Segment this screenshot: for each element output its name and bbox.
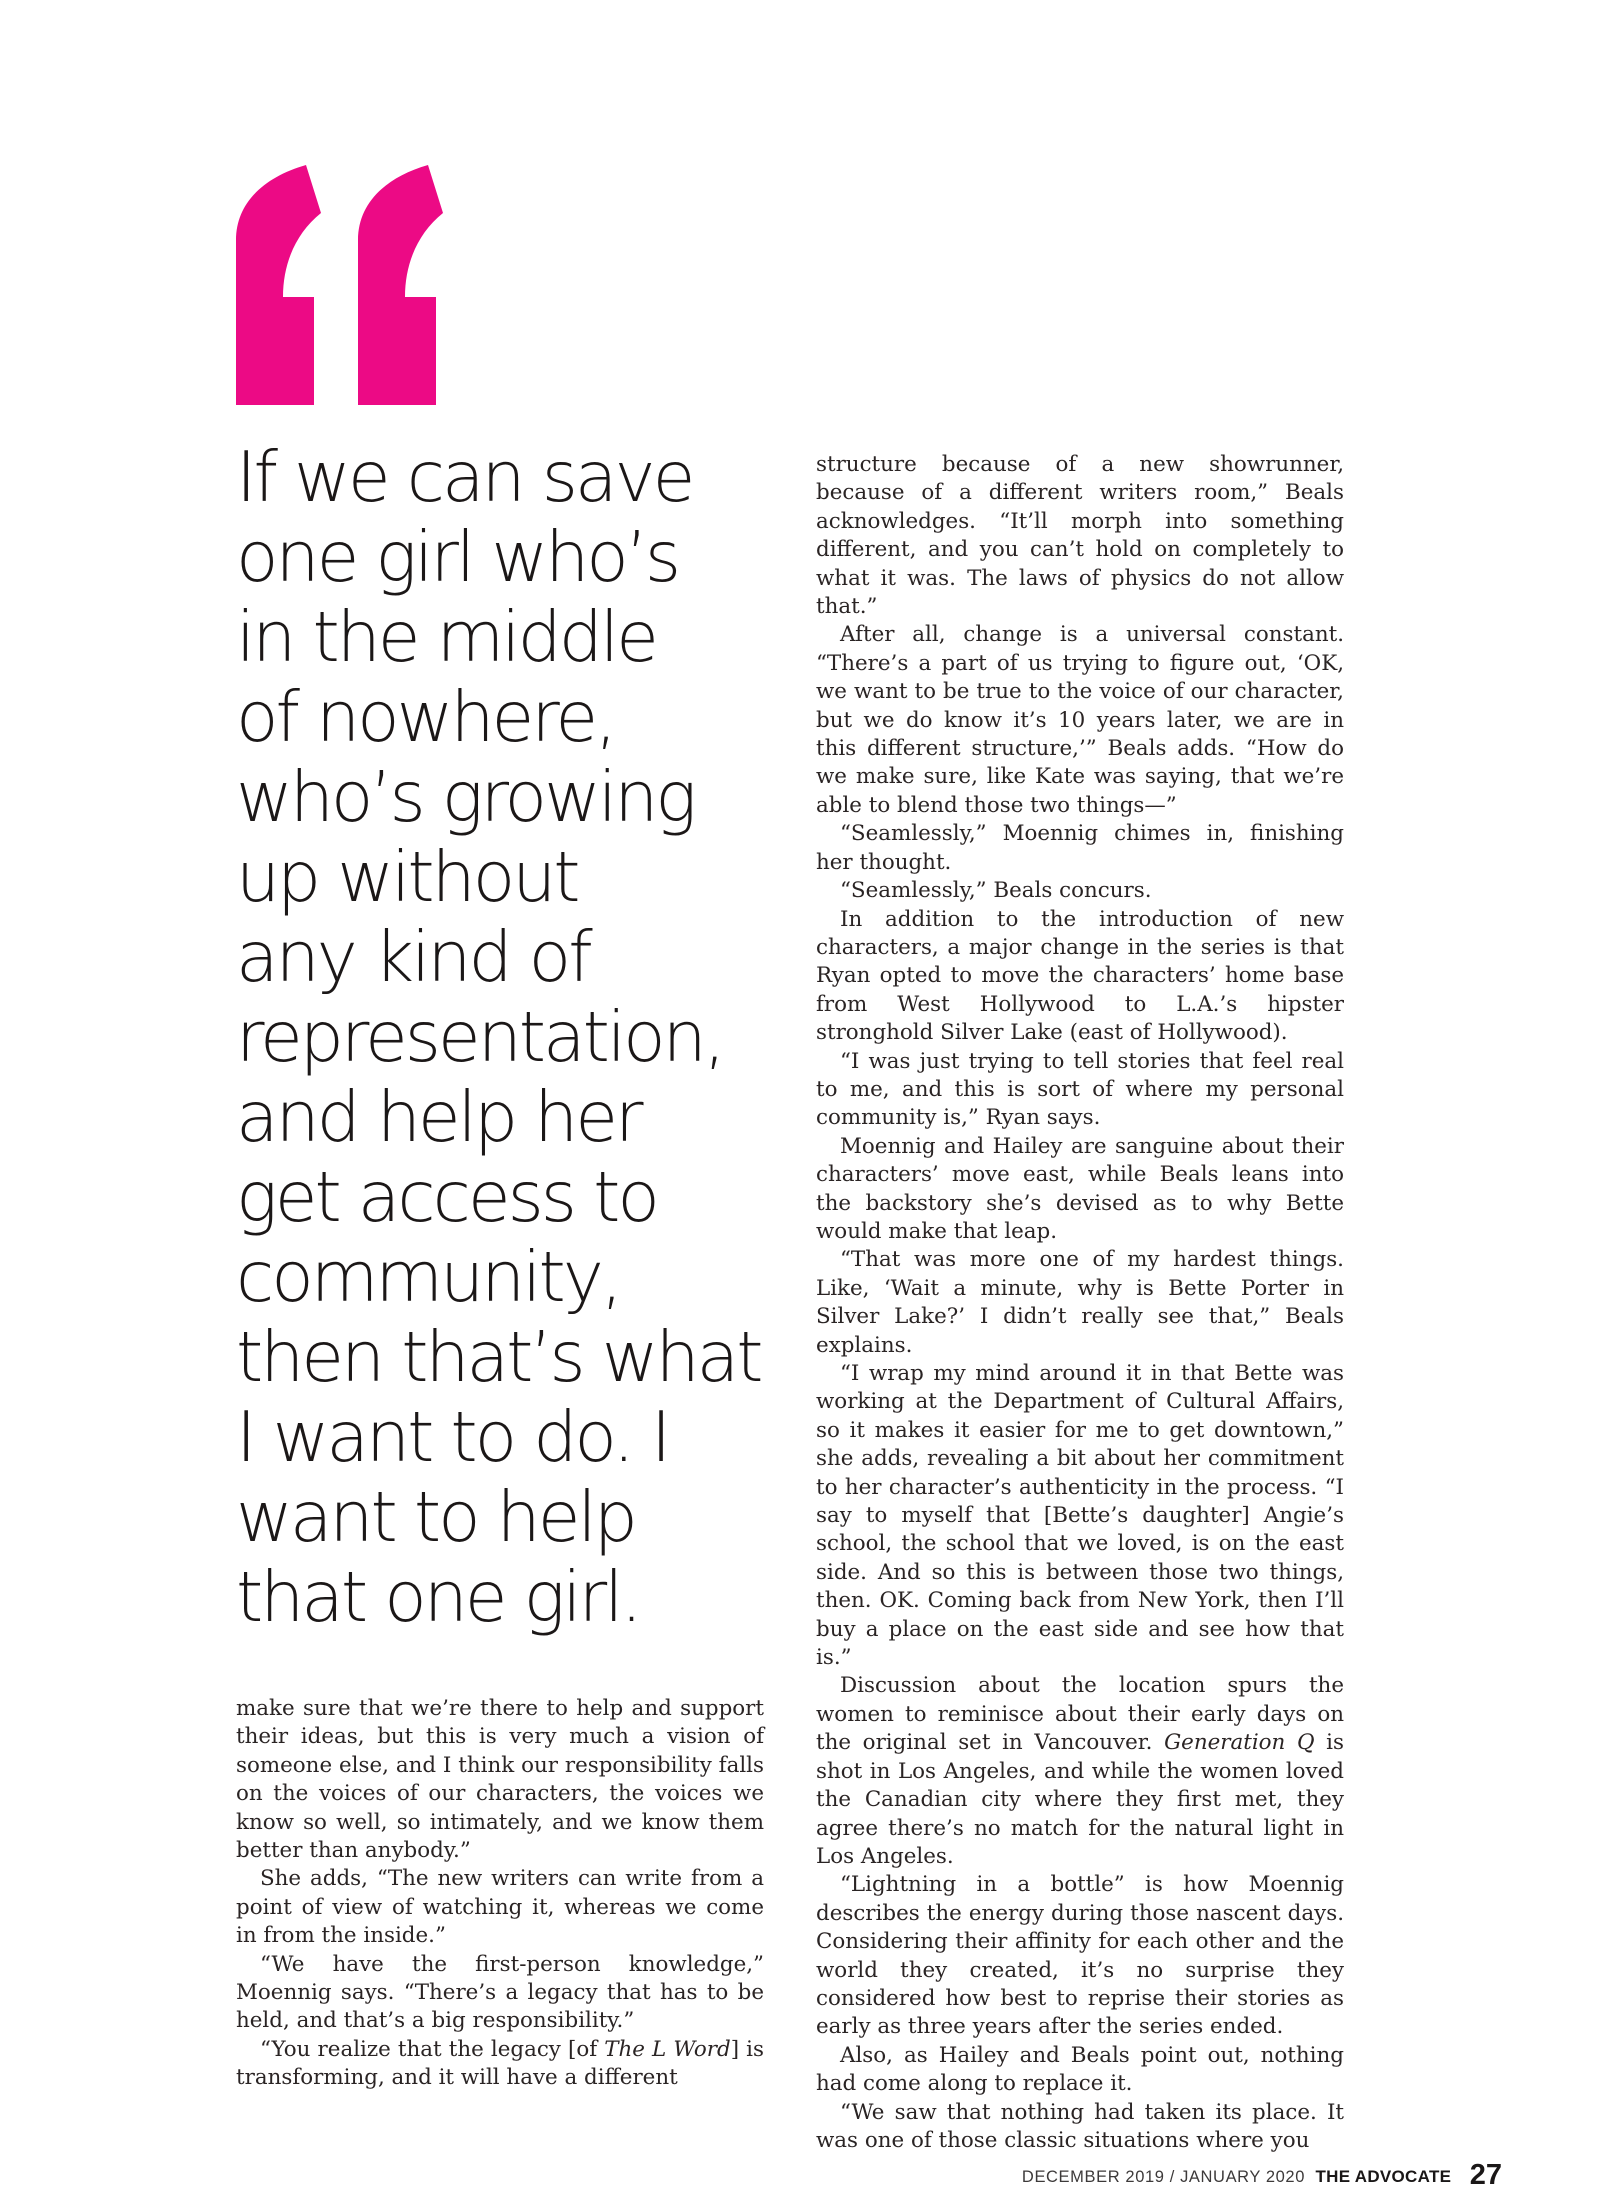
paragraph: She adds, “The new writers can write from a point of view of watching it, whereas we come in from the inside.” <box>236 1866 764 1949</box>
paragraph: “I was just trying to tell stories that feel real to me, and this is sort of where my personal community is,” Ryan says. <box>816 1048 1344 1131</box>
paragraph <box>816 1672 1344 1871</box>
paragraph <box>236 2036 764 2093</box>
text-run: is shot in Los Angeles, and while the women loved the Canadian city where they first met, they agree there’s no match for the natural light in Los Angeles. <box>816 1730 1345 1869</box>
paragraph: After all, change is a universal constant. “There’s a part of us trying to figure out, ‘OK, we want to be true to the voice of our character, but we do know it’s 10 years later, we are in this different structure,’” Beals adds. “How do we make sure, like Kate was saying, that we’re able to blend those two things—” <box>816 622 1344 818</box>
page-number: 27 <box>1469 2159 1502 2191</box>
pull-quote <box>236 438 776 1638</box>
pull-quote-line: get access to <box>236 1157 657 1238</box>
issue-date: DECEMBER 2019 / JANUARY 2020 <box>1021 2168 1305 2186</box>
article-column-right <box>816 451 1344 2155</box>
text-run: “You realize that the legacy [of <box>260 2036 605 2062</box>
pull-quote-line: up without <box>236 837 578 918</box>
show-title: Generation Q <box>1164 1730 1315 1756</box>
paragraph: Moennig and Hailey are sanguine about their characters’ move east, while Beals leans into the backstory she’s devised as to why Bette would make that leap. <box>816 1133 1344 1244</box>
paragraph: make sure that we’re there to help and support their ideas, but this is very much a vision of someone else, and I think our responsibility falls on the voices of our characters, the voices we know so well, so intimately, and we know them better than anybody.” <box>236 1696 764 1864</box>
paragraph: “We have the first-person knowledge,” Moennig says. “There’s a legacy that has to be held, and that’s a big responsibility.” <box>236 1951 764 2034</box>
pull-quote-line: If we can save <box>236 437 693 518</box>
text-run: Discussion about the location spurs the women to reminisce about their early days on the original set in Vancouver. <box>816 1673 1344 1756</box>
pull-quote-line: and help her <box>236 1077 641 1158</box>
pull-quote-line: one girl who’s <box>236 517 679 598</box>
paragraph: Also, as Hailey and Beals point out, nothing had come along to replace it. <box>816 2042 1344 2097</box>
pull-quote-line: in the middle <box>236 597 656 678</box>
pull-quote-line: community, <box>236 1237 621 1318</box>
pull-quote-line: then that’s what <box>236 1317 761 1398</box>
article-column-left <box>236 1695 764 2093</box>
paragraph: “I wrap my mind around it in that Bette was working at the Department of Cultural Affairs, so it makes it easier for me to get downtown,” she adds, revealing a bit about her commitment to her character’s authenticity in the process. “I say to myself that [Bette’s daughter] Angie’s school, the school that we loved, is on the east side. And so this is between those two things, then. OK. Coming back from New York, then I’ll buy a place on the east side and see how that is.” <box>816 1361 1344 1671</box>
paragraph: “Lightning in a bottle” is how Moennig describes the energy during those nascent days. Considering their affinity for each other and the world they created, it’s no surprise they considered how best to reprise their stories as early as three years after the series ended. <box>816 1872 1344 2040</box>
paragraph: “Seamlessly,” Beals concurs. <box>840 878 1152 904</box>
pull-quote-line: who’s growing <box>236 757 694 838</box>
open-quote-mark-icon <box>236 165 476 410</box>
paragraph: In addition to the introduction of new characters, a major change in the series is that Ryan opted to move the characters’ home base from West Hollywood to L.A.’s hipster stronghold Silver Lake (east of Hollywood). <box>816 906 1344 1046</box>
paragraph: structure because of a new showrunner, because of a different writers room,” Beals acknowledges. “It’ll morph into something different, and you can’t hold on completely to what it was. The laws of physics do not allow that.” <box>816 452 1344 620</box>
pull-quote-line: of nowhere, <box>236 677 615 758</box>
paragraph: “We saw that nothing had taken its place. It was one of those classic situations where you <box>816 2099 1344 2153</box>
show-title: The L Word <box>604 2036 731 2062</box>
magazine-name: THE ADVOCATE <box>1315 2167 1452 2186</box>
paragraph: “Seamlessly,” Moennig chimes in, finishing her thought. <box>816 821 1344 875</box>
pull-quote-line: want to help <box>236 1477 635 1558</box>
pull-quote-line: representation, <box>236 997 723 1078</box>
pull-quote-line: that one girl. <box>236 1557 640 1638</box>
pull-quote-line: any kind of <box>236 917 590 998</box>
text-run: ] is transforming, and it will have a different <box>236 2036 764 2091</box>
pull-quote-line: I want to do. I <box>236 1397 669 1478</box>
page-footer <box>1022 2157 1502 2190</box>
paragraph: “That was more one of my hardest things. Like, ‘Wait a minute, why is Bette Porter in Silver Lake?’ I didn’t really see that,” Beals explains. <box>816 1247 1344 1358</box>
